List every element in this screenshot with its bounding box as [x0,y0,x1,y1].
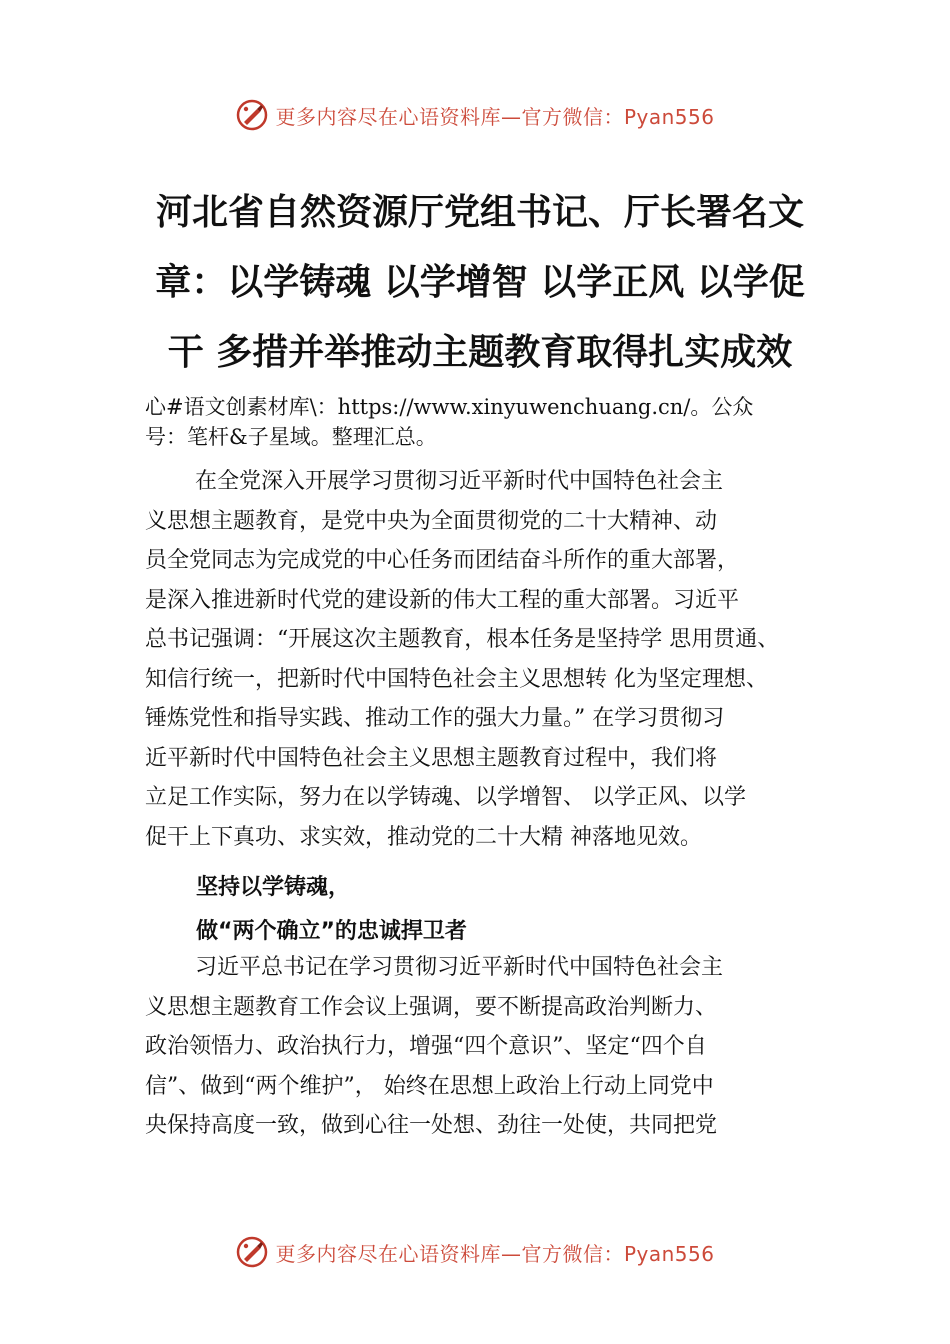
text-line: 习近平总书记在学习贯彻习近平新时代中国特色社会主 [195,955,724,980]
text-line: 在全党深入开展学习贯彻习近平新时代中国特色社会主 [195,469,724,494]
banner-text: 更多内容尽在心语资料库—官方微信：Pyan556 [275,104,715,129]
text-line: 知信行统一，把新时代中国特色社会主义思想转 化为坚定理想、 [145,666,768,692]
text-line: 锤炼党性和指导实践、推动工作的强大力量。” 在学习贯彻习 [145,706,725,731]
text-line: 立足工作实际，努力在以学铸魂、以学增智、 以学正风、以学 [145,785,746,810]
source-line: 心#语文创素材库\：https://www.xinyuwenchuang.cn/。公众 [145,395,754,419]
text-line: 促干上下真功、求实效，推动党的二十大精 神落地见效。 [145,824,702,850]
text-line: 总书记强调：“开展这次主题教育，根本任务是坚持学 思用贯通、 [145,627,780,652]
text-line: 央保持高度一致，做到心往一处想、劲往一处使，共同把党 [145,1113,718,1138]
document-title [140,178,820,388]
section-subheading: 做“两个确立”的忠诚捍卫者 [196,919,467,944]
paragraph-intro [145,462,845,857]
logo-icon [235,98,269,132]
title-line: 干 多措并举推动主题教育取得扎实成效 [167,332,793,373]
banner-text: 更多内容尽在心语资料库—官方微信：Pyan556 [275,1241,715,1266]
text-line: 义思想主题教育，是党中央为全面贯彻党的二十大精神、动 [145,508,718,534]
text-line: 信”、做到“两个维护”， 始终在思想上政治上行动上同党中 [145,1073,714,1099]
text-line: 是深入推进新时代党的建设新的伟大工程的重大部署。习近平 [145,587,740,613]
title-line: 河北省自然资源厅党组书记、厅长署名文 [155,192,804,233]
source-note [145,392,845,452]
text-line: 员全党同志为完成党的中心任务而团结奋斗所作的重大部署， [145,548,740,573]
text-line: 义思想主题教育工作会议上强调，要不断提高政治判断力、 [145,994,718,1020]
text-line: 近平新时代中国特色社会主义思想主题教育过程中，我们将 [145,745,718,771]
footer-banner [0,1232,950,1272]
section-heading: 坚持以学铸魂， [196,875,351,900]
text-line: 政治领悟力、政治执行力，增强“四个意识”、坚定“四个自 [145,1034,707,1059]
title-line: 章：以学铸魂 以学增智 以学正风 以学促 [155,262,805,303]
paragraph-section [145,948,845,1146]
logo-icon [235,1235,269,1269]
header-banner [0,95,950,135]
source-line: 号：笔杆&子星域。整理汇总。 [145,425,437,449]
